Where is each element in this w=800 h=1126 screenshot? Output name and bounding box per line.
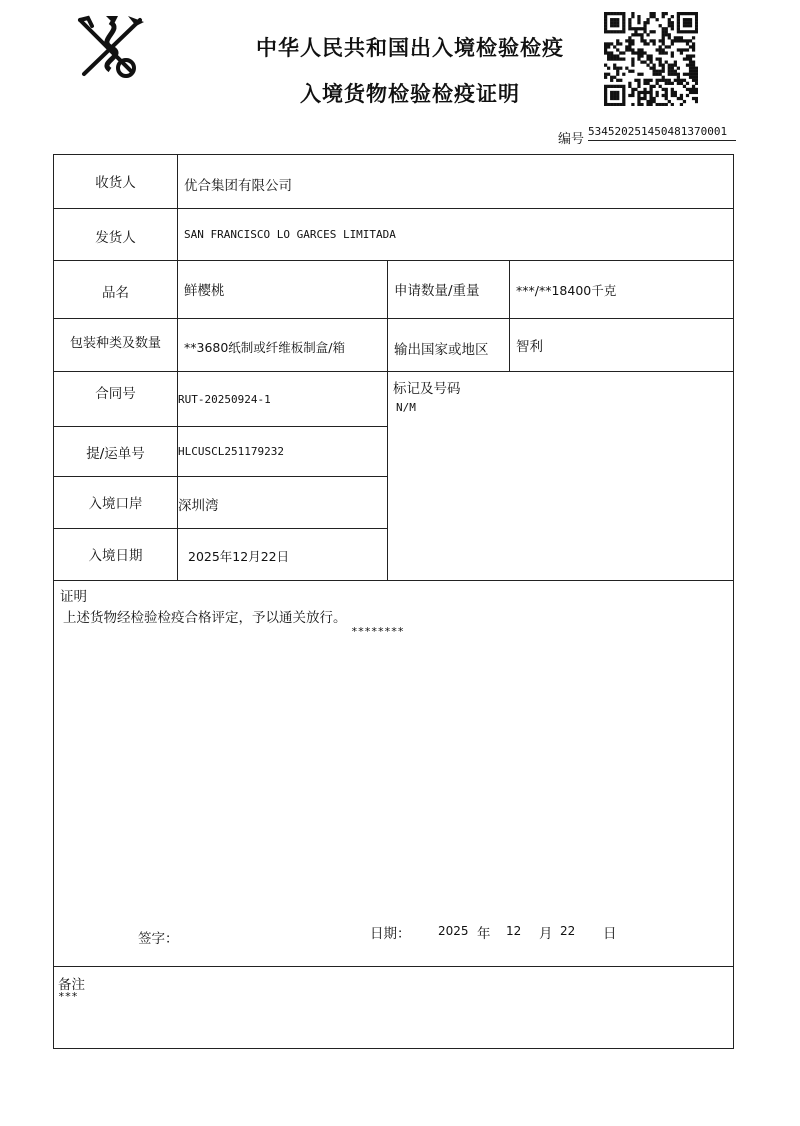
consignee-value: 优合集团有限公司: [184, 178, 292, 194]
port-label: 入境口岸: [88, 496, 143, 512]
certificate-text: 上述货物经检验检疫合格评定，予以通关放行。: [63, 610, 347, 626]
sign-date-label: 日期：: [370, 926, 411, 942]
certificate-stars: ********: [351, 625, 404, 638]
bill-value: HLCUSCL251179232: [178, 445, 284, 458]
origin-label: 输出国家或地区: [394, 342, 489, 358]
remarks-value: ***: [58, 990, 78, 1003]
consignor-value: SAN FRANCISCO LO GARCES LIMITADA: [184, 228, 396, 241]
marks-value: N/M: [396, 401, 416, 414]
entry-date-label: 入境日期: [88, 548, 143, 564]
signature-label: 签字：: [138, 931, 179, 947]
consignee-label: 收货人: [95, 175, 136, 191]
sign-year: 2025: [438, 924, 469, 938]
sign-month-unit: 月: [539, 926, 553, 942]
sign-month: 12: [506, 924, 522, 938]
inspection-emblem-icon: [70, 12, 150, 82]
contract-value: RUT-20250924-1: [178, 393, 271, 406]
origin-value: 智利: [516, 339, 543, 355]
packaging-label: 包装种类及数量: [69, 336, 161, 351]
product-label: 品名: [102, 285, 129, 301]
document-title: 中华人民共和国出入境检验检疫: [256, 36, 564, 60]
quantity-label: 申请数量/重量: [394, 283, 480, 299]
certificate-label: 证明: [60, 589, 87, 605]
certificate-table: [53, 154, 734, 1049]
serial-label: 编号: [558, 132, 585, 147]
consignor-label: 发货人: [95, 230, 136, 246]
product-value: 鲜樱桃: [184, 283, 225, 299]
packaging-value: **3680纸制或纤维板制盒/箱: [184, 340, 346, 355]
bill-label: 提/运单号: [86, 446, 145, 462]
sign-day: 22: [560, 924, 576, 938]
sign-day-unit: 日: [603, 926, 617, 942]
serial-number: 534520251450481370001: [588, 125, 736, 141]
marks-label: 标记及号码: [393, 381, 461, 397]
port-value: 深圳湾: [178, 498, 219, 514]
sign-year-unit: 年: [477, 926, 491, 942]
qr-code-icon: [604, 12, 698, 106]
document-subtitle: 入境货物检验检疫证明: [300, 82, 520, 106]
quantity-value: ***/**18400千克: [516, 283, 617, 298]
contract-label: 合同号: [95, 386, 136, 402]
entry-date-value: 2025年12月22日: [188, 549, 290, 564]
remarks-label: 备注: [58, 977, 85, 993]
